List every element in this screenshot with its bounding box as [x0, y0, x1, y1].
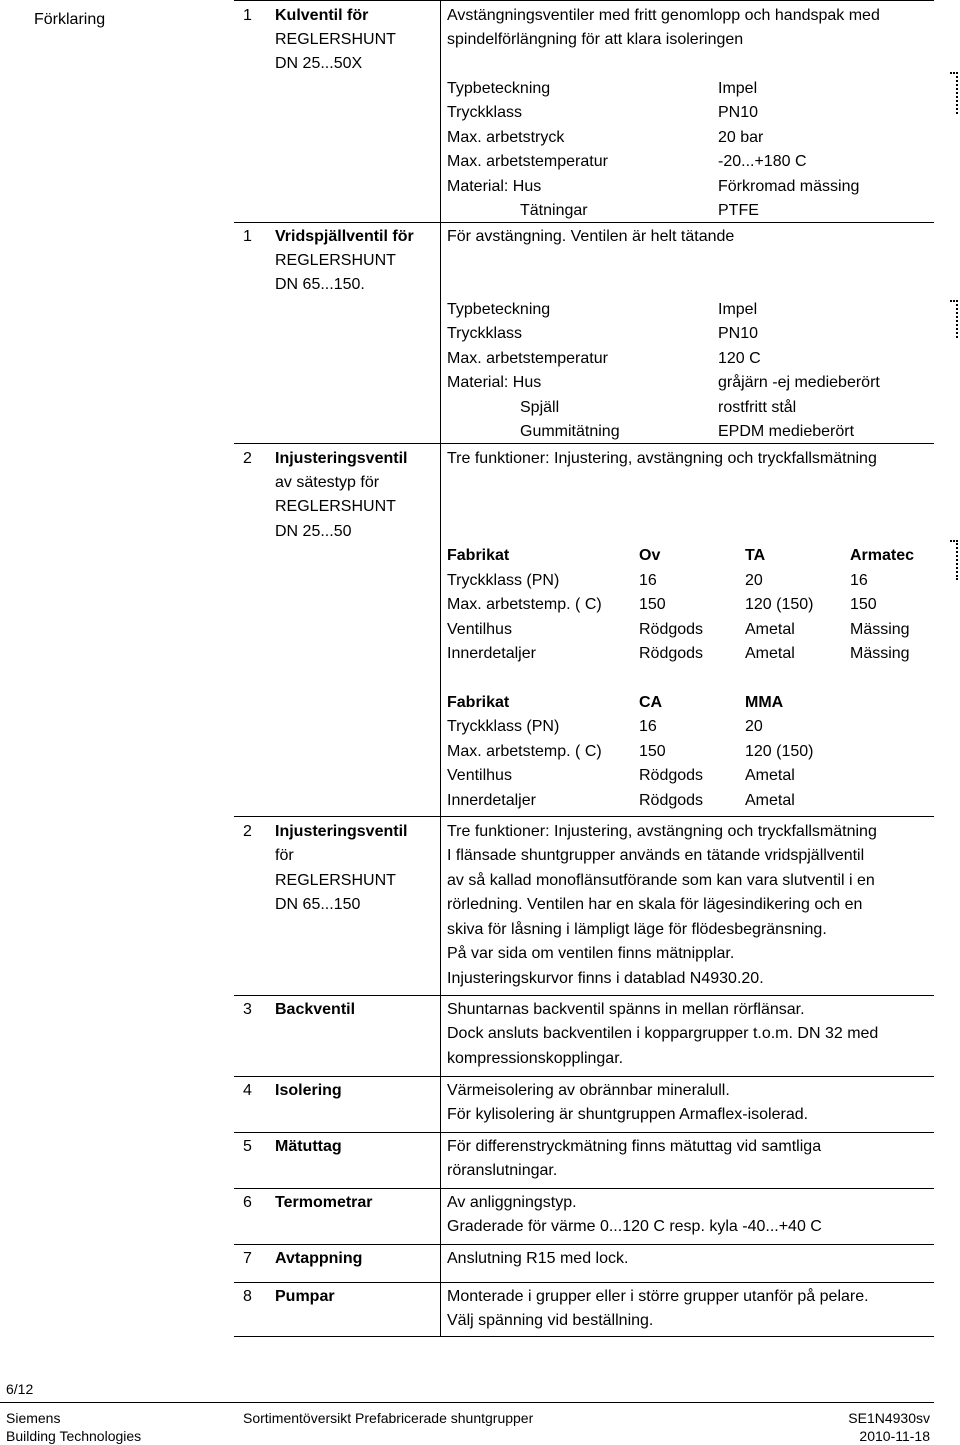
table-cell: Innerdetaljer	[447, 645, 536, 662]
desc-line: Värmeisolering av obrännbar mineralull.	[447, 1082, 730, 1099]
table-cell: 120 (150)	[745, 596, 814, 613]
table-header: Armatec	[850, 547, 915, 564]
desc-line: För avstängning. Ventilen är helt tätande	[447, 228, 735, 245]
table-cell: Ventilhus	[447, 767, 512, 784]
desc-line: För differenstryckmätning finns mätuttag vid samtliga	[447, 1138, 822, 1155]
desc-line: spindelförlängning för att klara isoleringen	[447, 31, 744, 48]
item-title-line: av sätestyp för	[275, 474, 380, 491]
item-title: Isolering	[275, 1082, 342, 1099]
spec-value: PTFE	[718, 202, 759, 219]
item-number: 1	[243, 7, 252, 24]
item-title-line: för	[275, 847, 294, 864]
spec-label: Spjäll	[520, 399, 560, 416]
desc-line: av så kallad monoflänsutförande som kan vara slutventil i en	[447, 872, 875, 889]
desc-line: röranslutningar.	[447, 1162, 558, 1179]
spec-label: Tryckklass	[447, 325, 522, 342]
footer-rule	[0, 1402, 934, 1403]
table-header: Fabrikat	[447, 694, 510, 711]
table-cell: Mässing	[850, 621, 910, 638]
desc-line: Tre funktioner: Injustering, avstängning och tryckfallsmätning	[447, 450, 877, 467]
table-cell: Rödgods	[639, 645, 704, 662]
desc-line: Anslutning R15 med lock.	[447, 1250, 629, 1267]
table-cell: Max. arbetstemp. ( C)	[447, 743, 602, 760]
item-title: Pumpar	[275, 1288, 335, 1305]
desc-line: Shuntarnas backventil spänns in mellan rörflänsar.	[447, 1001, 805, 1018]
desc-line: skiva för låsning i lämpligt läge för flödesbegränsning.	[447, 921, 827, 938]
item-title-line: DN 25...50X	[275, 55, 363, 72]
table-cell: Rödgods	[639, 767, 704, 784]
desc-line: Av anliggningstyp.	[447, 1194, 577, 1211]
spec-label: Typbeteckning	[447, 80, 551, 97]
table-cell: Mässing	[850, 645, 910, 662]
margin-mark	[950, 300, 958, 338]
spec-label: Max. arbetstemperatur	[447, 350, 608, 367]
spec-value: -20...+180 C	[718, 153, 807, 170]
spec-value: PN10	[718, 325, 759, 342]
spec-label: Typbeteckning	[447, 301, 551, 318]
table-cell: Max. arbetstemp. ( C)	[447, 596, 602, 613]
table-cell: 16	[639, 572, 657, 589]
footer-docnum: SE1N4930sv	[848, 1410, 930, 1426]
table-cell: Ametal	[745, 621, 795, 638]
spec-value: gråjärn -ej medieberört	[718, 374, 880, 391]
item-title: Backventil	[275, 1001, 356, 1018]
spec-value: EPDM medieberört	[718, 423, 855, 440]
table-cell: Tryckklass (PN)	[447, 572, 560, 589]
item-title: Injusteringsventil	[275, 823, 408, 840]
desc-line: Dock ansluts backventilen i koppargrupper t.o.m. DN 32 med	[447, 1025, 879, 1042]
item-title: Kulventil för	[275, 7, 369, 24]
item-number: 3	[243, 1001, 252, 1018]
spec-value: PN10	[718, 104, 759, 121]
rule-9	[234, 1282, 934, 1283]
spec-label: Max. arbetstemperatur	[447, 153, 608, 170]
item-number: 1	[243, 228, 252, 245]
column-divider	[440, 0, 441, 1336]
item-title: Termometrar	[275, 1194, 373, 1211]
table-header: MMA	[745, 694, 784, 711]
item-title: Mätuttag	[275, 1138, 342, 1155]
spec-label: Tryckklass	[447, 104, 522, 121]
margin-mark	[950, 72, 958, 114]
item-number: 5	[243, 1138, 252, 1155]
table-cell: 20	[745, 572, 763, 589]
table-cell: Rödgods	[639, 792, 704, 809]
spec-label: Tätningar	[520, 202, 588, 219]
rule-3	[234, 816, 934, 817]
table-cell: 120 (150)	[745, 743, 814, 760]
rule-top	[234, 0, 934, 1]
table-cell: Ametal	[745, 792, 795, 809]
rule-6	[234, 1132, 934, 1133]
item-number: 8	[243, 1288, 252, 1305]
item-title-line: DN 25...50	[275, 523, 352, 540]
item-number: 6	[243, 1194, 252, 1211]
desc-line: För kylisolering är shuntgruppen Armaflex-isolerad.	[447, 1106, 809, 1123]
spec-value: Impel	[718, 80, 758, 97]
item-title-line: DN 65...150	[275, 896, 361, 913]
table-cell: 20	[745, 718, 763, 735]
table-cell: 150	[639, 743, 666, 760]
desc-line: kompressionskopplingar.	[447, 1050, 624, 1067]
item-title: Avtappning	[275, 1250, 363, 1267]
spec-label: Material: Hus	[447, 374, 542, 391]
table-header: TA	[745, 547, 766, 564]
item-title-line: REGLERSHUNT	[275, 252, 396, 269]
margin-mark	[950, 540, 958, 580]
rule-7	[234, 1188, 934, 1189]
spec-value: Impel	[718, 301, 758, 318]
desc-line: I flänsade shuntgrupper används en tätande vridspjällventil	[447, 847, 865, 864]
heading: Förklaring	[34, 11, 106, 28]
spec-value: rostfritt stål	[718, 399, 797, 416]
footer-date: 2010-11-18	[859, 1428, 930, 1444]
table-cell: 16	[850, 572, 868, 589]
spec-value: Förkromad mässing	[718, 178, 860, 195]
desc-line: På var sida om ventilen finns mätnipplar.	[447, 945, 735, 962]
table-header: CA	[639, 694, 663, 711]
spec-label: Gummitätning	[520, 423, 620, 440]
item-number: 4	[243, 1082, 252, 1099]
desc-line: Tre funktioner: Injustering, avstängning och tryckfallsmätning	[447, 823, 877, 840]
spec-value: 20 bar	[718, 129, 764, 146]
rule-5	[234, 1076, 934, 1077]
spec-value: 120 C	[718, 350, 761, 367]
footer-company: Siemens	[6, 1410, 61, 1426]
table-header: Ov	[639, 547, 661, 564]
item-title: Vridspjällventil för	[275, 228, 414, 245]
table-cell: 150	[850, 596, 877, 613]
item-number: 2	[243, 823, 252, 840]
table-cell: 16	[639, 718, 657, 735]
table-cell: Ventilhus	[447, 621, 512, 638]
rule-8	[234, 1244, 934, 1245]
table-header: Fabrikat	[447, 547, 510, 564]
item-title: Injusteringsventil	[275, 450, 408, 467]
desc-line: rörledning. Ventilen har en skala för lägesindikering och en	[447, 896, 863, 913]
desc-line: Graderade för värme 0...120 C resp. kyla -40...+40 C	[447, 1218, 822, 1235]
desc-line: Avstängningsventiler med fritt genomlopp och handspak med	[447, 7, 880, 24]
table-cell: Innerdetaljer	[447, 792, 536, 809]
item-number: 2	[243, 450, 252, 467]
item-title-line: REGLERSHUNT	[275, 498, 396, 515]
desc-line: Injusteringskurvor finns i datablad N4930.20.	[447, 970, 764, 987]
rule-4	[234, 995, 934, 996]
table-cell: 150	[639, 596, 666, 613]
desc-line: Välj spänning vid beställning.	[447, 1312, 654, 1329]
spec-label: Material: Hus	[447, 178, 542, 195]
table-cell: Tryckklass (PN)	[447, 718, 560, 735]
spec-label: Max. arbetstryck	[447, 129, 565, 146]
table-cell: Ametal	[745, 645, 795, 662]
item-number: 7	[243, 1250, 252, 1267]
footer-title: Sortimentöversikt Prefabricerade shuntgrupper	[243, 1410, 534, 1426]
desc-line: Monterade i grupper eller i större grupper utanför på pelare.	[447, 1288, 869, 1305]
table-cell: Rödgods	[639, 621, 704, 638]
footer-company-division: Building Technologies	[6, 1428, 142, 1444]
item-title-line: REGLERSHUNT	[275, 31, 396, 48]
table-cell: Ametal	[745, 767, 795, 784]
item-title-line: DN 65...150.	[275, 276, 365, 293]
rule-bottom	[234, 1336, 934, 1337]
page-number: 6/12	[6, 1381, 34, 1397]
item-title-line: REGLERSHUNT	[275, 872, 396, 889]
